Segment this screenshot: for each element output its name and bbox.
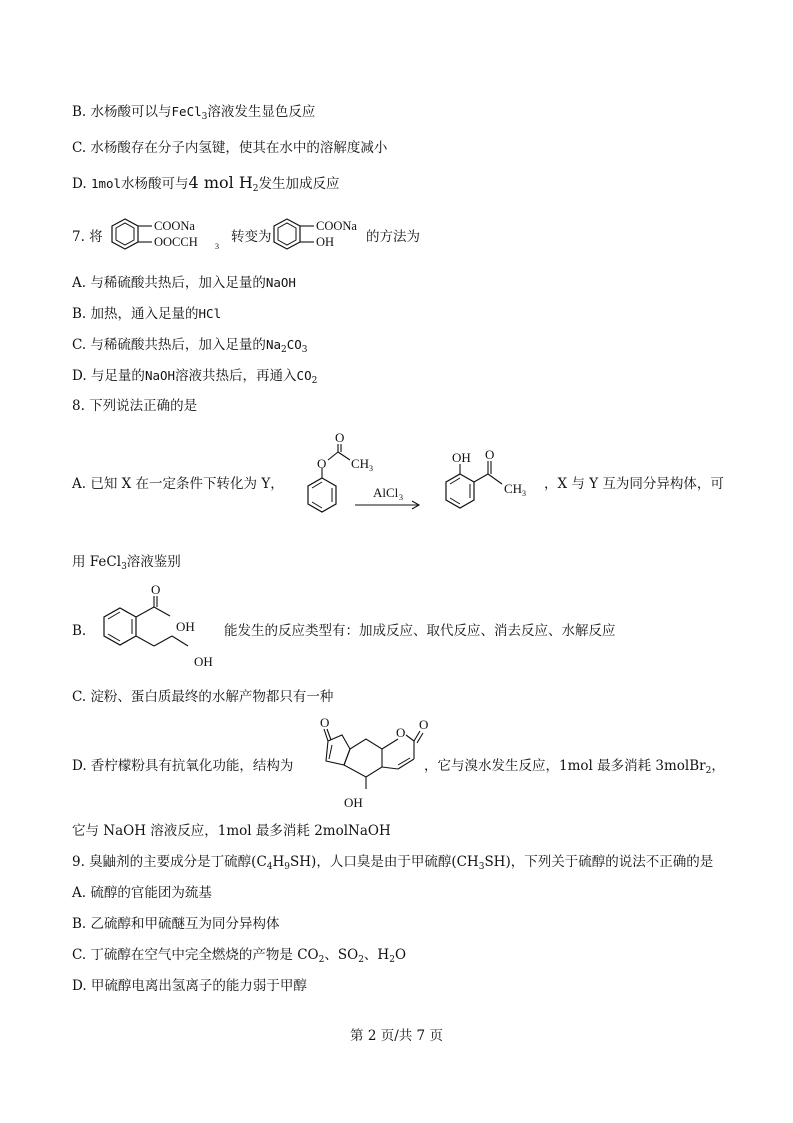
page-footer: 第 2 页/共 7 页 [350,1028,443,1044]
formula: NaOH [265,275,296,290]
option-text: 它与 NaOH 溶液反应，1mol 最多消耗 2molNaOH [72,823,391,839]
question-text: 8. 下列说法正确的是 [72,398,198,414]
group-label: COONa [154,219,195,233]
option-8c [72,688,333,706]
option-8a-suffix [544,475,724,493]
question-7-suffix [366,228,420,246]
arrow-label: AlCl [373,485,399,500]
subscript: 2 [252,184,259,194]
group-label: OH [452,450,471,465]
subscript: 3 [201,112,208,122]
group-label: CH [351,456,370,471]
quantity: 1mol [90,176,122,191]
option-9a [72,884,212,902]
question-text: SH)，下列关于硫醇的说法不正确的是 [484,854,714,870]
subscript: 2 [318,955,325,965]
atom-label: O [335,430,345,445]
atom-label: O [396,725,406,740]
option-text: C. 与稀硫酸共热后，加入足量的 [72,337,266,353]
atom-label: O [419,717,429,732]
option-7c [72,336,308,354]
structure-salicylate [266,212,366,257]
option-text: 水杨酸可与 [121,176,189,192]
option-7b [72,305,221,323]
question-text: 7. 将 [72,229,103,245]
option-text: 能发生的反应类型有：加成反应、取代反应、消去反应、水解反应 [224,623,616,639]
option-6d [72,174,340,193]
option-text: B. 乙硫醇和甲硫醚互为同分异构体 [72,916,280,932]
option-9b [72,915,280,933]
option-text: A. 已知 X 在一定条件下转化为 Y， [72,476,284,492]
formula: CO [286,337,302,352]
structure-acetylsalicylate [104,212,229,257]
group-label: OH [176,619,195,634]
formula: CO [296,368,312,383]
option-text: D. 甲硫醇电离出氢离子的能力弱于甲醇 [72,978,307,994]
structure-hydroxyacetophenone [430,448,545,528]
formula: HCl [198,306,222,321]
option-text: O [394,947,407,963]
option-text: A. 与稀硫酸共热后，加入足量的 [72,275,266,291]
question-text: H [272,854,285,870]
subscript: 3 [121,562,127,572]
question-7-prefix [72,228,103,246]
option-text: B. 水杨酸可以与 [72,104,172,120]
subscript: 3 [522,489,526,498]
option-8d-text [424,757,725,775]
structure-hydroxyethyl-benzoic-acid [96,584,226,674]
subscript: 3 [301,345,308,355]
question-9 [72,853,713,871]
option-text: ，它与溴水发生反应，1mol 最多消耗 3molBr [424,758,706,774]
subscript: 3 [478,862,485,872]
subscript: 3 [215,242,219,251]
subscript: 2 [311,376,318,386]
subscript: 3 [369,464,373,473]
option-text: B. 加热，通入足量的 [72,306,199,322]
group-label: OH [316,235,335,249]
option-text: C. 丁硫醇在空气中完全燃烧的产物是 CO [72,947,319,963]
atom-label: O [320,715,330,730]
formula: FeCl [171,104,202,119]
reaction-arrow [352,485,427,515]
formula: NaOH [144,368,176,383]
question-text: 9. 臭鼬剂的主要成分是丁硫醇(C [72,854,267,870]
subscript: 2 [281,345,287,355]
option-7d [72,367,317,385]
option-8d-prefix [72,757,293,775]
question-8 [72,397,197,415]
option-6c [72,139,387,157]
option-text: 溶液共热后，再通入 [175,368,297,384]
subscript: 4 [266,862,273,872]
question-text: 的方法为 [366,229,420,245]
option-text: A. 硫醇的官能团为巯基 [72,885,212,901]
atom-label: O [151,582,161,597]
option-text: ，X 与 Y 互为同分异构体，可 [544,476,724,492]
group-label: CH [504,481,523,496]
option-8b-prefix [72,622,86,640]
option-8d-cont [72,822,391,840]
option-7a [72,274,296,292]
group-label: OH [344,795,363,810]
group-label: COONa [316,219,357,233]
option-text: 、SO [324,947,359,963]
question-text: SH)，人口臭是由于甲硫醇(CH [290,854,479,870]
option-text: 用 FeCl [72,554,122,570]
option-text: 溶液发生显色反应 [207,104,316,120]
formula: 4 mol H [188,173,253,192]
option-text: C. 水杨酸存在分子内氢键，使其在水中的溶解度减小 [72,140,388,156]
subscript: 9 [284,862,291,872]
question-text: 转变为 [231,229,272,245]
option-8b-text [224,622,616,640]
group-label: OH [194,654,213,669]
group-label: OOCCH [154,235,198,249]
atom-label: O [317,456,327,471]
option-text: D. [72,176,87,192]
option-text: D. 与足量的 [72,368,145,384]
option-8a-prefix [72,475,284,493]
option-text: D. 香柠檬粉具有抗氧化功能，结构为 [72,758,294,774]
subscript: 2 [358,955,364,965]
option-9c [72,946,406,964]
subscript: 3 [399,493,403,502]
structure-bergamottin-fragment [308,715,438,815]
option-8a-cont [72,553,181,571]
option-text: ， [711,758,725,774]
option-text: 溶液鉴别 [126,554,181,570]
formula: Na [265,337,281,352]
structure-phenyl-acetate [292,430,392,530]
atom-label: O [485,447,495,462]
option-9d [72,977,307,995]
subscript: 2 [705,766,712,776]
subscript: 2 [389,955,395,965]
option-6b [72,103,315,121]
option-text: 、H [363,947,390,963]
option-text: B. [72,623,87,639]
option-text: C. 淀粉、蛋白质最终的水解产物都只有一种 [72,689,334,705]
option-text: 发生加成反应 [258,176,340,192]
